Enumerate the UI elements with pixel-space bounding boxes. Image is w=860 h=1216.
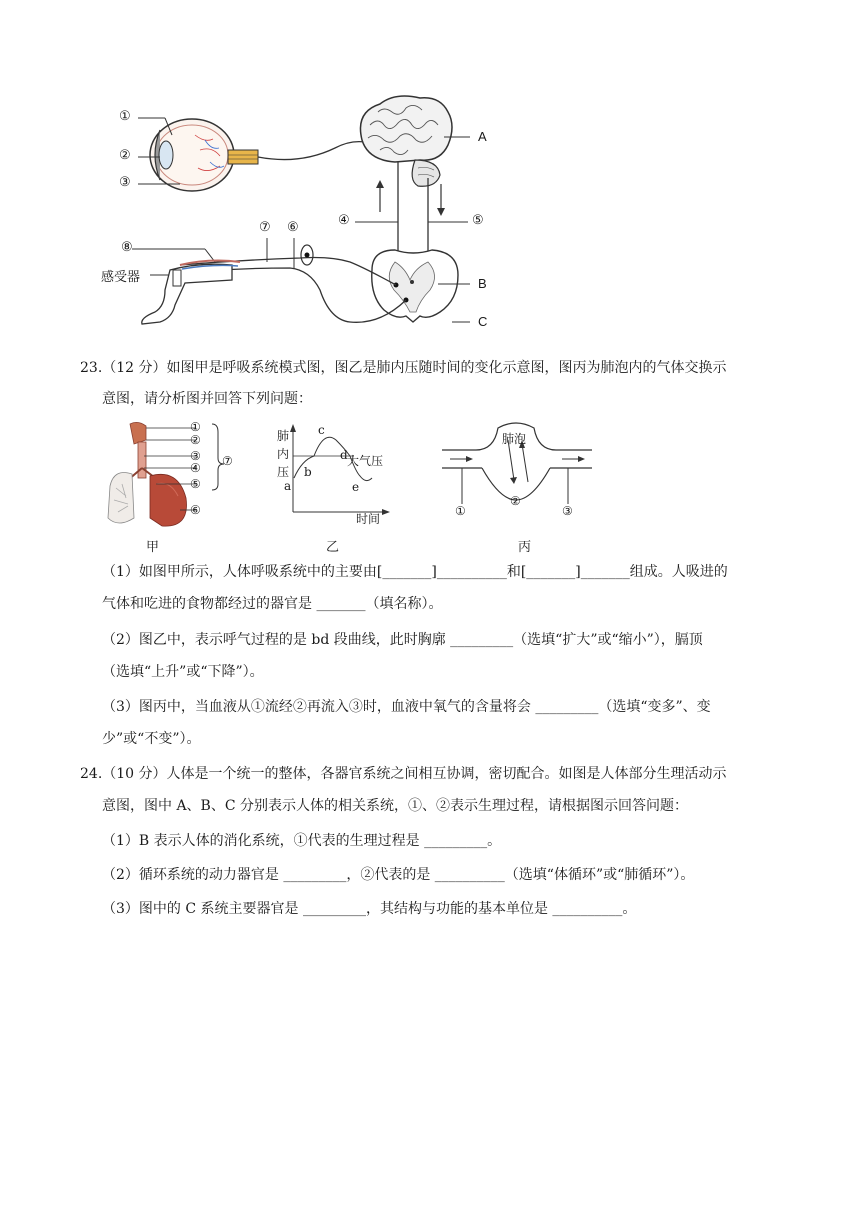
label-A: A: [478, 129, 487, 144]
reflex-diagram: [0, 0, 860, 340]
yi-atm-label: 大气压: [347, 454, 384, 468]
label-B: B: [478, 276, 487, 291]
lung-pressure-chart: [270, 420, 400, 530]
spinal-cord-section: [372, 250, 458, 322]
jia-label-7: ⑦: [222, 454, 233, 468]
yi-point-c: c: [318, 423, 325, 437]
bing-label-2: ②: [510, 494, 521, 508]
label-2: ②: [119, 148, 131, 163]
yi-point-a: a: [284, 479, 292, 493]
label-3: ③: [119, 175, 131, 190]
brain-illustration: [360, 96, 452, 186]
eye-illustration: [150, 119, 258, 191]
q23-sub1-line2: 气体和吃进的食物都经过的器官是 _______（填名称）。: [102, 596, 443, 612]
label-7: ⑦: [259, 220, 271, 235]
label-4: ④: [338, 213, 350, 228]
q24-sub3: （3）图中的 C 系统主要器官是 _________，其结构与功能的基本单位是 __________。: [102, 901, 637, 917]
label-6: ⑥: [287, 220, 299, 235]
label-C: C: [478, 314, 488, 329]
q23-sub2-line1: （2）图乙中，表示呼气过程的是 bd 段曲线，此时胸廓 _________（选填“扩大”或“缩小”），膈顶: [102, 632, 703, 648]
yi-xlabel: 时间: [356, 512, 381, 526]
q23-sub3-line2: 少”或“不变”）。: [102, 731, 201, 747]
q23-heading-cont: 意图，请分析图并回答下列问题：: [102, 391, 312, 407]
q24-sub2: （2）循环系统的动力器官是 _________，②代表的是 __________（选填“体循环”或“肺循环”）。: [102, 867, 695, 883]
label-8: ⑧: [121, 240, 133, 255]
yi-caption: 乙: [326, 540, 340, 555]
q23-heading: 23.（12 分）如图甲是呼吸系统模式图，图乙是肺内压随时间的变化示意图，图丙为肺泡内的气体交换示: [80, 360, 727, 376]
yi-ylabel-1: 肺: [277, 429, 290, 443]
jia-caption: 甲: [146, 540, 160, 555]
yi-ylabel-2: 内: [277, 447, 290, 461]
reflex-diagram-drawing: [0, 0, 860, 340]
bing-label-3: ③: [562, 504, 573, 518]
leg-illustration: [142, 261, 240, 324]
jia-label-3: ③: [190, 449, 201, 463]
bing-label-1: ①: [455, 504, 466, 518]
jia-label-2: ②: [190, 433, 201, 447]
bing-alveolus-label: 肺泡: [502, 432, 527, 446]
yi-point-e: e: [352, 480, 360, 494]
label-1: ①: [119, 109, 131, 124]
yi-point-d: d: [340, 448, 348, 462]
figure-jia: [100, 418, 250, 553]
q24-heading-cont: 意图，图中 A、B、C 分别表示人体的相关系统，①、②表示生理过程，请根据图示回答问题：: [102, 798, 689, 814]
q23-sub2-line2: （选填“上升”或“下降”）。: [102, 664, 264, 680]
q24-sub1: （1）B 表示人体的消化系统，①代表的生理过程是 _________。: [102, 833, 502, 849]
q23-sub1-line1: （1）如图甲所示，人体呼吸系统中的主要由[_______]__________和[_______]_______组成。人吸进的: [102, 564, 728, 580]
jia-label-6: ⑥: [190, 503, 201, 517]
label-receptor: 感受器: [101, 270, 141, 285]
bing-caption: 丙: [518, 540, 532, 555]
jia-label-1: ①: [190, 420, 201, 434]
jia-label-5: ⑤: [190, 477, 201, 491]
label-5: ⑤: [472, 213, 484, 228]
yi-point-b: b: [304, 465, 312, 479]
q24-heading: 24.（10 分）人体是一个统一的整体，各器官系统之间相互协调，密切配合。如图是人体部分生理活动示: [80, 766, 727, 782]
respiratory-system-drawing: [100, 418, 250, 533]
yi-ylabel-3: 压: [277, 465, 290, 479]
jia-label-4: ④: [190, 461, 201, 475]
figure-yi: [270, 420, 400, 530]
q23-sub3-line1: （3）图丙中，当血液从①流经②再流入③时，血液中氧气的含量将会 _________（选填“变多”、变: [102, 699, 711, 715]
